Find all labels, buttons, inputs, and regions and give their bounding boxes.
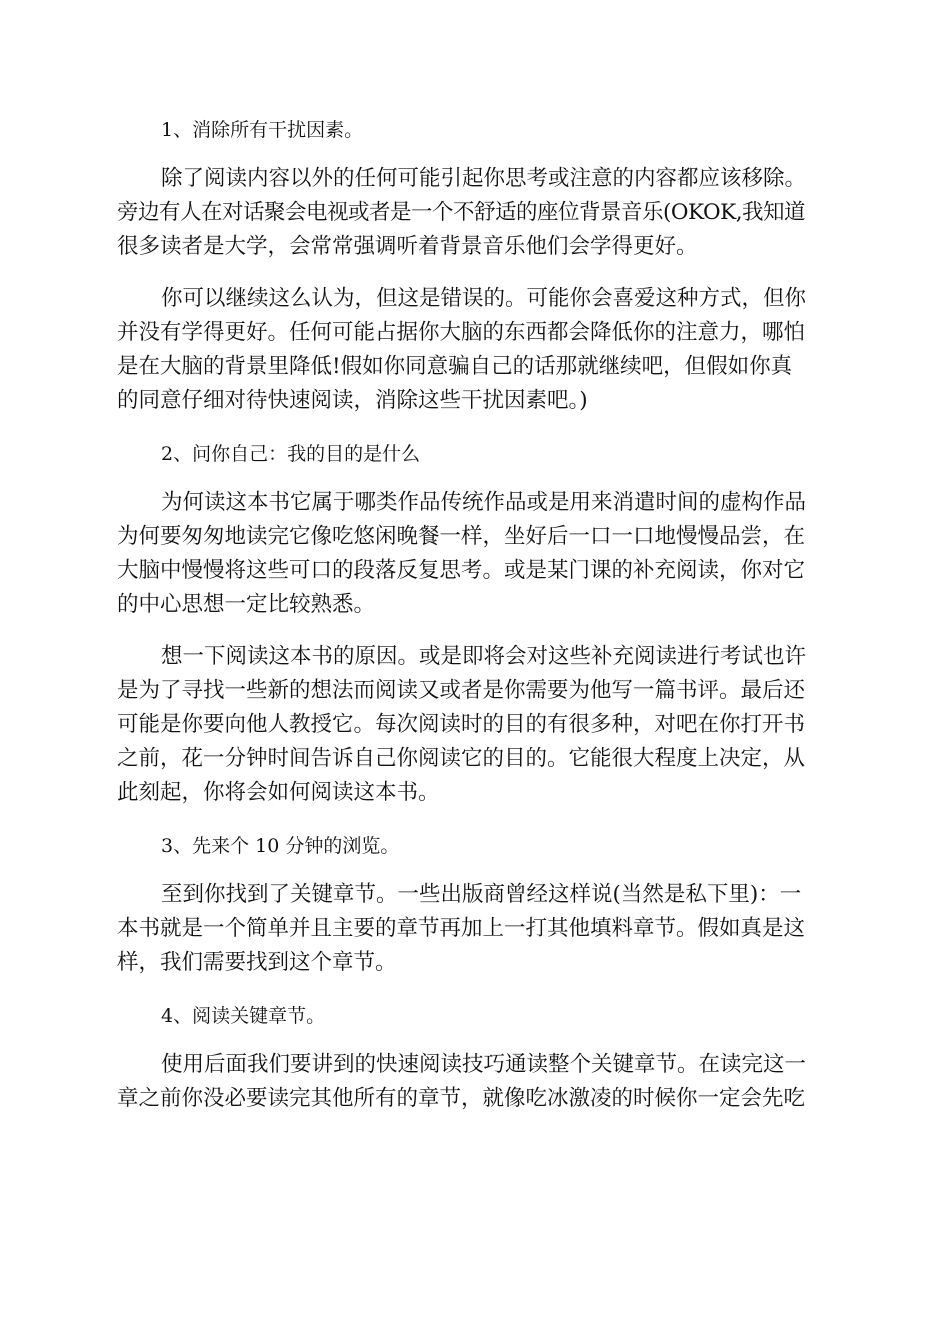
paragraph-line: 可能是你要向他人教授它。每次阅读时的目的有很多种，对吧在你打开书 [117, 712, 806, 737]
paragraph-line: 你可以继续这么认为，但这是错误的。可能你会喜爱这种方式，但你 [161, 286, 807, 311]
paragraph-line: 想一下阅读这本书的原因。或是即将会对这些补充阅读进行考试也许 [161, 644, 807, 669]
paragraph-line: 章之前你没必要读完其他所有的章节，就像吃冰激凌的时候你一定会先吃 [117, 1086, 806, 1111]
paragraph [117, 640, 833, 810]
section-heading-4: 4、阅读关键章节。 [161, 1005, 326, 1027]
paragraph-line: 并没有学得更好。任何可能占据你大脑的东西都会降低你的注意力，哪怕 [117, 320, 806, 345]
paragraph-line: 至到你找到了关键章节。一些出版商曾经这样说(当然是私下里)：一 [161, 882, 802, 907]
paragraph-line: 很多读者是大学，会常常强调听着背景音乐他们会学得更好。 [117, 234, 698, 259]
paragraph [117, 162, 833, 264]
paragraph-line: 为何要匆匆地读完它像吃悠闲晚餐一样，坐好后一口一口地慢慢品尝，在 [117, 524, 806, 549]
paragraph [117, 282, 833, 418]
paragraph [117, 1048, 833, 1116]
paragraph-line: 大脑中慢慢将这些可口的段落反复思考。或是某门课的补充阅读，你对它 [117, 558, 806, 583]
paragraph-line: 的同意仔细对待快速阅读，消除这些干扰因素吧。) [117, 388, 588, 413]
paragraph-line: 是为了寻找一些新的想法而阅读又或者是你需要为他写一篇书评。最后还 [117, 678, 806, 703]
section-heading-3: 3、先来个 10 分钟的浏览。 [161, 835, 400, 857]
paragraph [117, 878, 833, 980]
paragraph [117, 486, 833, 622]
paragraph-line: 样，我们需要找到这个章节。 [117, 950, 397, 975]
paragraph-line: 为何读这本书它属于哪类作品传统作品或是用来消遣时间的虚构作品 [161, 490, 807, 515]
paragraph-line: 此刻起，你将会如何阅读这本书。 [117, 780, 440, 805]
paragraph-line: 本书就是一个简单并且主要的章节再加上一打其他填料章节。假如真是这 [117, 916, 806, 941]
paragraph-line: 的中心思想一定比较熟悉。 [117, 592, 376, 617]
section-heading-1: 1、消除所有干扰因素。 [161, 119, 364, 141]
document-page [117, 112, 833, 1134]
paragraph-line: 使用后面我们要讲到的快速阅读技巧通读整个关键章节。在读完这一 [161, 1052, 807, 1077]
paragraph-line: 除了阅读内容以外的任何可能引起你思考或注意的内容都应该移除。 [161, 166, 807, 191]
paragraph-line: 之前，花一分钟时间告诉自己你阅读它的目的。它能很大程度上决定，从 [117, 746, 806, 771]
paragraph-line: 是在大脑的背景里降低!假如你同意骗自己的话那就继续吧，但假如你真 [117, 354, 793, 379]
section-heading-2: 2、问你自己：我的目的是什么 [161, 443, 421, 465]
paragraph-line: 旁边有人在对话聚会电视或者是一个不舒适的座位背景音乐(OKOK,我知道 [117, 200, 806, 225]
